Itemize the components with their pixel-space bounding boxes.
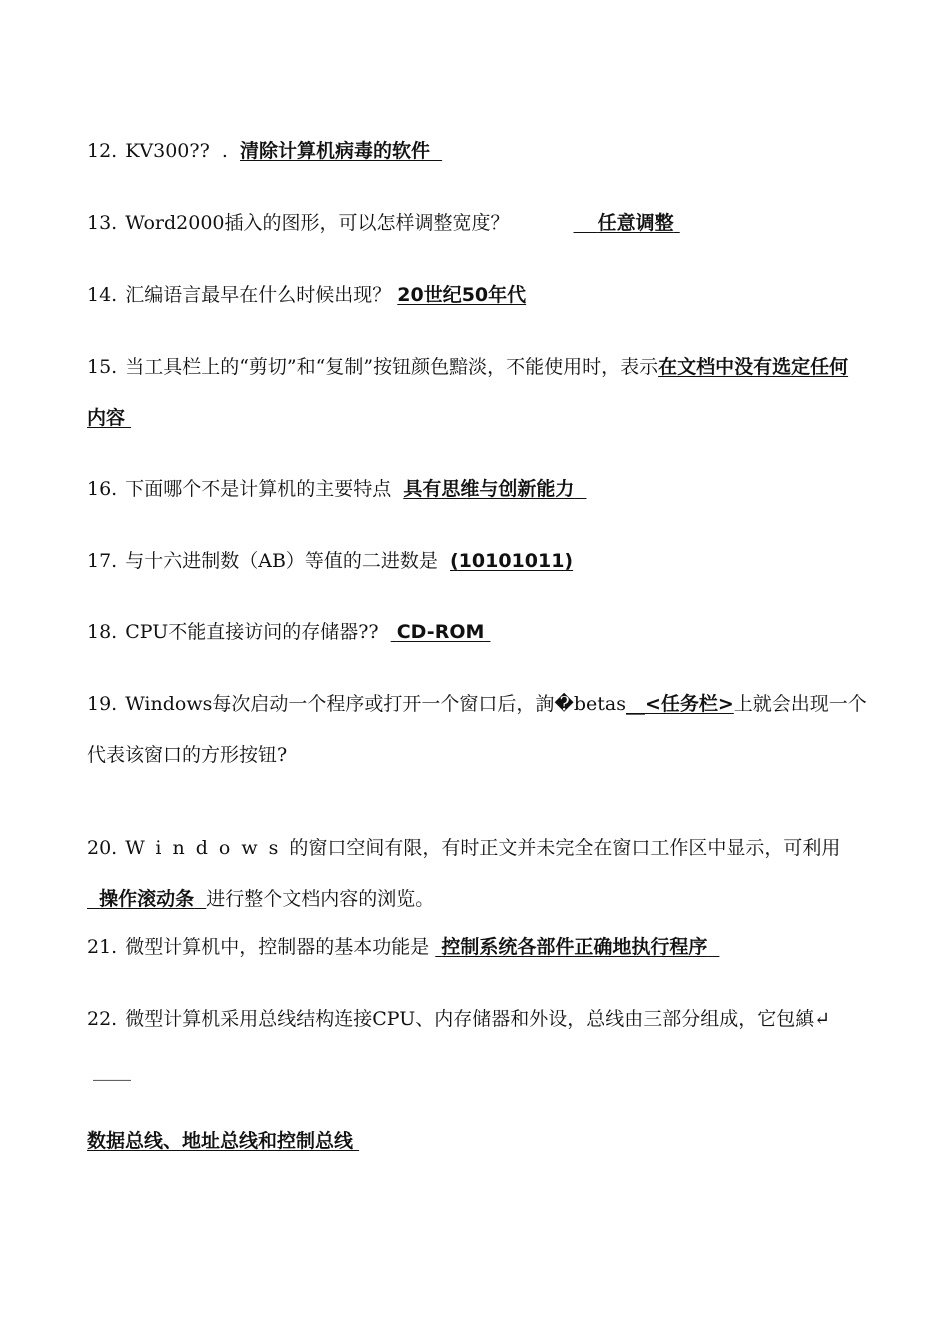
answer-blank xyxy=(674,212,680,234)
question-text: KV300?? . xyxy=(125,140,240,162)
answer-text: 在文档中没有选定任何内容 xyxy=(87,356,849,429)
question-text: 当工具栏上的“剪切”和“复制”按钮颜色黯淡，不能使用时，表示 xyxy=(125,356,659,378)
question-number: 18. xyxy=(87,621,118,643)
question-21 xyxy=(87,922,867,973)
question-20 xyxy=(87,823,867,925)
question-18 xyxy=(87,607,867,658)
answer-text: 数据总线、地址总线和控制总线 xyxy=(87,1130,354,1152)
answer-blank xyxy=(353,1130,359,1152)
answer-blank: __ xyxy=(625,693,645,715)
answer-text: <任务栏> xyxy=(644,693,734,715)
question-text: CPU不能直接访问的存储器?? xyxy=(125,621,391,643)
answer-blank xyxy=(87,888,99,910)
question-22 xyxy=(87,994,867,1096)
question-text: 微型计算机中，控制器的基本功能是 xyxy=(125,936,436,958)
question-text: Word2000插入的图形，可以怎样调整宽度？ xyxy=(125,212,510,234)
question-22-answer xyxy=(87,1116,359,1167)
answer-text: 任意调整 xyxy=(597,212,674,234)
answer-blank xyxy=(194,888,206,910)
question-15 xyxy=(87,342,867,444)
question-number: 17. xyxy=(87,550,118,572)
answer-text: 清除计算机病毒的软件 xyxy=(239,140,430,162)
question-text-tail: 上就会出现一个代表该窗口的方形按钮? xyxy=(87,693,867,766)
question-13 xyxy=(87,198,867,249)
answer-text: 控制系统各部件正确地执行程序 xyxy=(441,936,708,958)
question-number: 12. xyxy=(87,140,118,162)
answer-blank xyxy=(430,140,442,162)
question-number: 22. xyxy=(87,1008,118,1030)
question-text: 下面哪个不是计算机的主要特点 xyxy=(125,478,404,500)
question-14 xyxy=(87,270,867,321)
question-text-tail: 进行整个文档内容的浏览。 xyxy=(206,888,435,910)
question-text: 与十六进制数（AB）等值的二进数是 xyxy=(125,550,450,572)
question-text-spaced: Windows xyxy=(125,837,290,859)
question-19 xyxy=(87,679,867,781)
question-text: 的窗口空间有限，有时正文并未完全在窗口工作区中显示，可利用 xyxy=(289,837,841,859)
question-number: 19. xyxy=(87,693,118,715)
question-text: 微型计算机采用总线结构连接CPU、内存储器和外设，总线由三部分组成，它包縝↵ xyxy=(125,1008,831,1030)
question-text: 汇编语言最早在什么时候出现？ xyxy=(125,284,398,306)
question-12 xyxy=(87,126,867,177)
question-16 xyxy=(87,464,867,515)
answer-text: 20世纪50年代 xyxy=(397,284,527,306)
question-number: 15. xyxy=(87,356,118,378)
question-17 xyxy=(87,536,867,587)
answer-blank xyxy=(125,407,131,429)
answer-text: (10101011) xyxy=(449,550,574,572)
question-number: 16. xyxy=(87,478,118,500)
answer-blank: ____ xyxy=(87,1059,132,1081)
answer-blank xyxy=(574,212,598,234)
answer-text: CD-ROM xyxy=(396,621,485,643)
answer-blank xyxy=(574,478,586,500)
answer-text: 操作滚动条 xyxy=(99,888,195,910)
question-number: 21. xyxy=(87,936,118,958)
answer-blank xyxy=(484,621,490,643)
answer-text: 具有思维与创新能力 xyxy=(403,478,575,500)
question-number: 14. xyxy=(87,284,118,306)
question-number: 20. xyxy=(87,837,118,859)
question-number: 13. xyxy=(87,212,118,234)
answer-blank xyxy=(707,936,719,958)
question-text: Windows每次启动一个程序或打开一个窗口后，詢�betas xyxy=(125,693,626,715)
